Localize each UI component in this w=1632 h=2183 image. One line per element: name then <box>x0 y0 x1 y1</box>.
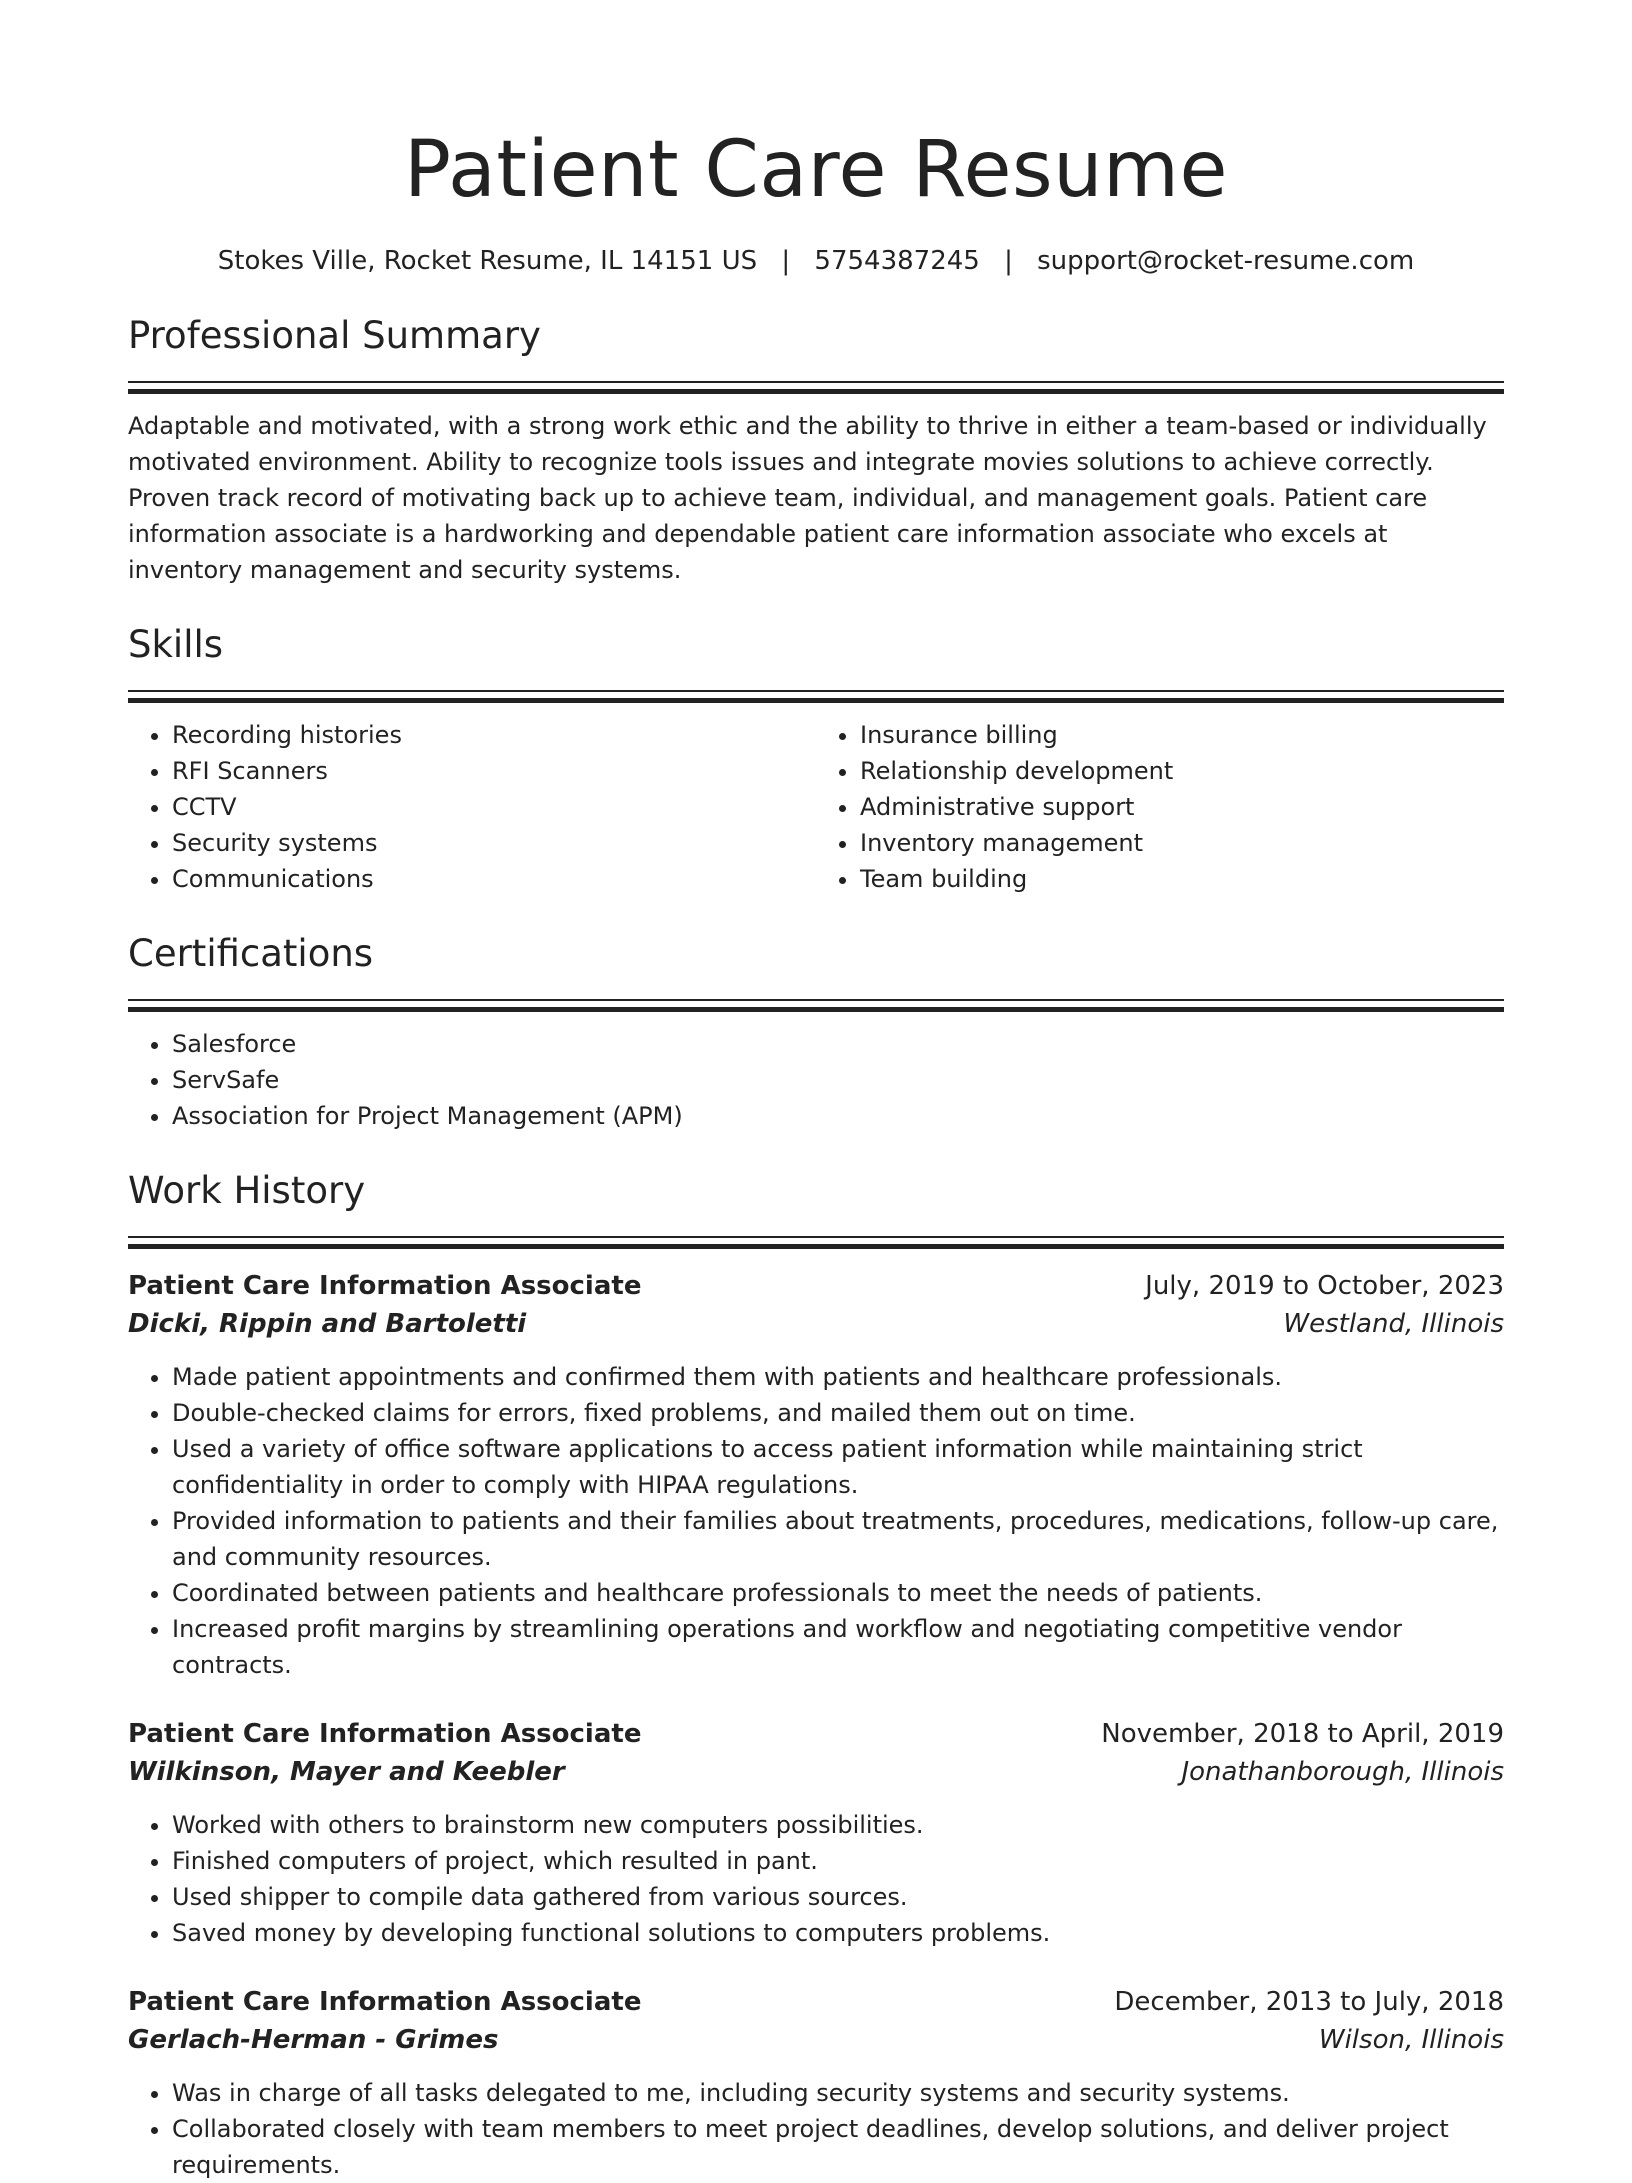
certifications-list <box>128 1026 1504 1134</box>
contact-line <box>128 243 1504 279</box>
skill-item: • Relationship development <box>860 753 1504 789</box>
job-company-row <box>128 1753 1504 1791</box>
contact-separator: | <box>1004 246 1013 276</box>
job-dates: July, 2019 to October, 2023 <box>1145 1271 1504 1301</box>
certification-item: • Salesforce <box>172 1026 1504 1062</box>
job-company: Dicki, Rippin and Bartoletti <box>128 1309 527 1339</box>
skills-grid <box>128 703 1504 897</box>
job-duty-item: • Made patient appointments and confirmed them with patients and healthcare professionals. <box>172 1359 1504 1395</box>
job-dates: December, 2013 to July, 2018 <box>1114 1987 1504 2017</box>
skill-item: • Inventory management <box>860 825 1504 861</box>
skills-list-right <box>816 717 1504 897</box>
job-duty-item: • Saved money by developing functional solutions to computers problems. <box>172 1915 1504 1951</box>
job-duty-item: • Used shipper to compile data gathered from various sources. <box>172 1879 1504 1915</box>
job-header-row <box>128 1983 1504 2021</box>
skill-item: • RFI Scanners <box>172 753 816 789</box>
certification-item: • ServSafe <box>172 1062 1504 1098</box>
job-location: Westland, Illinois <box>1283 1309 1504 1339</box>
summary-section <box>128 311 1504 588</box>
section-divider <box>128 1236 1504 1249</box>
job-duty-item: • Increased profit margins by streamlining operations and workflow and negotiating competitive vendor contracts. <box>172 1611 1504 1683</box>
certification-item: • Association for Project Management (APM) <box>172 1098 1504 1134</box>
skill-item: • CCTV <box>172 789 816 825</box>
job-entry <box>128 1267 1504 1683</box>
job-duty-item: • Used a variety of office software applications to access patient information while maintaining strict confidentiality in order to comply with HIPAA regulations. <box>172 1431 1504 1503</box>
job-entry <box>128 1715 1504 1951</box>
work-history-section <box>128 1166 1504 2183</box>
job-header-row <box>128 1267 1504 1305</box>
job-location: Wilson, Illinois <box>1318 2025 1504 2055</box>
job-company: Wilkinson, Mayer and Keebler <box>128 1757 565 1787</box>
job-duty-item: • Double-checked claims for errors, fixed problems, and mailed them out on time. <box>172 1395 1504 1431</box>
job-company-row <box>128 1305 1504 1343</box>
job-entry <box>128 1983 1504 2183</box>
job-title: Patient Care Information Associate <box>128 1719 642 1749</box>
resume-title: Patient Care Resume <box>403 125 1228 215</box>
contact-phone: 5754387245 <box>814 246 980 276</box>
skill-item: • Administrative support <box>860 789 1504 825</box>
skill-item: • Security systems <box>172 825 816 861</box>
job-duty-item: • Provided information to patients and their families about treatments, procedures, medications, follow-up care, and community resources. <box>172 1503 1504 1575</box>
section-heading-work-history: Work History <box>128 1169 366 1212</box>
contact-email: support@rocket-resume.com <box>1037 246 1415 276</box>
certifications-section <box>128 929 1504 1134</box>
job-duties-list <box>128 1359 1504 1683</box>
job-dates: November, 2018 to April, 2019 <box>1101 1719 1504 1749</box>
job-header-row <box>128 1715 1504 1753</box>
skill-item: • Team building <box>860 861 1504 897</box>
job-location: Jonathanborough, Illinois <box>1181 1757 1504 1787</box>
skills-list-left <box>128 717 816 897</box>
summary-text: Adaptable and motivated, with a strong work ethic and the ability to thrive in either a team-based or individually motivated environment. Ability to recognize tools issues and integrate movies solutions to achieve correctly. Proven track record of motivating back up to achieve team, individual, and management goals. Patient care information associate is a hardworking and dependable patient care information associate who excels at inventory management and security systems. <box>128 412 1487 584</box>
section-heading-summary: Professional Summary <box>128 314 541 357</box>
job-duty-item: • Collaborated closely with team members to meet project deadlines, develop solutions, and deliver project requirements. <box>172 2111 1504 2183</box>
job-duty-item: • Worked with others to brainstorm new computers possibilities. <box>172 1807 1504 1843</box>
job-company-row <box>128 2021 1504 2059</box>
job-duties-list <box>128 2075 1504 2183</box>
job-company: Gerlach-Herman - Grimes <box>128 2025 499 2055</box>
section-divider <box>128 381 1504 394</box>
contact-separator: | <box>781 246 791 276</box>
contact-address: Stokes Ville, Rocket Resume, IL 14151 US <box>217 246 758 276</box>
job-title: Patient Care Information Associate <box>128 1987 642 2017</box>
section-heading-certifications: Certifications <box>128 932 374 975</box>
skill-item: • Insurance billing <box>860 717 1504 753</box>
skill-item: • Communications <box>172 861 816 897</box>
section-divider <box>128 999 1504 1012</box>
job-duty-item: • Coordinated between patients and healthcare professionals to meet the needs of patients. <box>172 1575 1504 1611</box>
section-divider <box>128 690 1504 703</box>
section-heading-skills: Skills <box>128 623 224 666</box>
job-duty-item: • Finished computers of project, which resulted in pant. <box>172 1843 1504 1879</box>
job-duty-item: • Was in charge of all tasks delegated to me, including security systems and security systems. <box>172 2075 1504 2111</box>
job-title: Patient Care Information Associate <box>128 1271 642 1301</box>
skill-item: • Recording histories <box>172 717 816 753</box>
job-duties-list <box>128 1807 1504 1951</box>
skills-section <box>128 620 1504 897</box>
